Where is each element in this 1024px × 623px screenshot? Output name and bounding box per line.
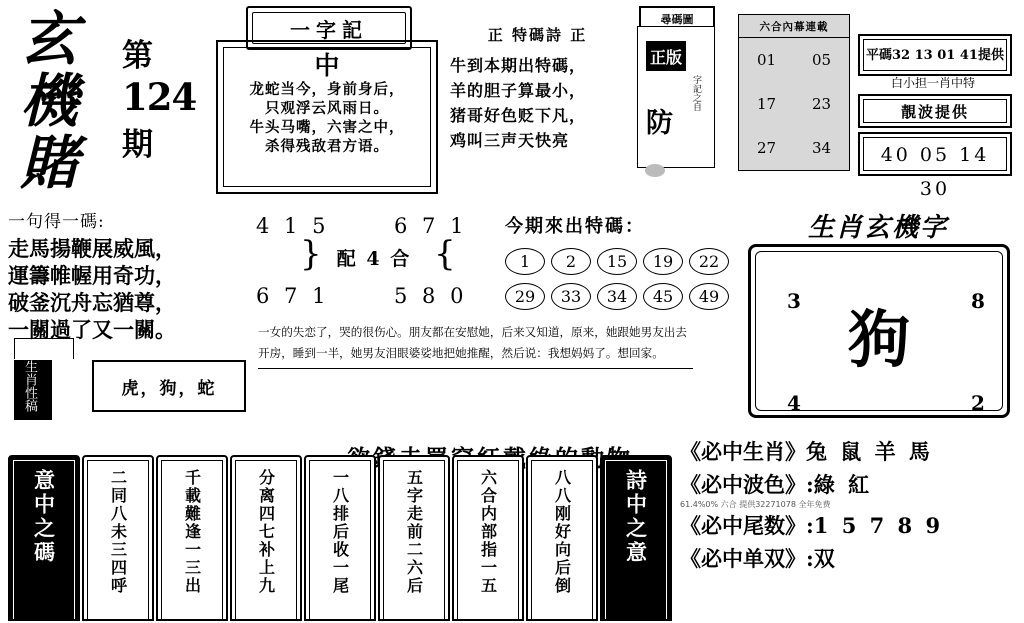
strip-2 xyxy=(156,455,228,621)
strip-0 xyxy=(8,455,80,621)
special-numbers-row-1 xyxy=(505,248,755,275)
number-ball: 49 xyxy=(689,283,729,310)
zodiac-panel xyxy=(748,208,1008,420)
verse-line-3: 破釜沉舟忘猶尊， xyxy=(8,290,176,315)
prediction-line-3 xyxy=(680,509,1020,542)
story-paragraph-2: 开房，睡到一半，她男友泪眼婆娑地把她推醒，然后说：我想妈妈了。想回家。 xyxy=(258,346,664,360)
scroll-badge: 正版 xyxy=(646,41,686,71)
lotto-cell: 17 xyxy=(756,95,777,113)
brace-left-icon: } xyxy=(300,234,322,274)
table-row xyxy=(739,126,849,170)
zodiac-corner-br: 2 xyxy=(971,391,985,415)
prediction-value-4: 双 xyxy=(813,546,838,571)
zodiac-box xyxy=(748,244,1010,418)
strip-5 xyxy=(378,455,450,621)
strip-text: 一八排后收一尾 xyxy=(330,469,350,595)
lotto-cell: 23 xyxy=(811,95,832,113)
promo-box-1-text: 平碼32 13 01 41提供 xyxy=(866,48,1004,63)
lotto-cell: 01 xyxy=(756,51,777,69)
oneword-line-1: 龙蛇当今，身前身后， xyxy=(249,81,405,98)
match-bottom-left: 6 7 1 xyxy=(256,284,330,308)
special-numbers-title: 今期來出特碼： xyxy=(505,216,645,237)
number-ball: 45 xyxy=(643,283,683,310)
promo-box-2-text: 靚波提供 xyxy=(900,103,969,121)
lotto-table xyxy=(738,14,850,171)
prediction-label-1: 《必中生肖》 xyxy=(680,439,806,464)
watermark-text: 61.4%0% 六合 提供32271078 全年免费 xyxy=(680,500,831,509)
special-numbers-row-2 xyxy=(505,283,755,310)
poem-line-1: 牛到本期出特碼， xyxy=(450,56,587,75)
zodiac-title: 生肖玄機字 xyxy=(807,212,948,243)
story-paragraph-1: 一女的失恋了，哭的很伤心。朋友都在安慰她，后来又知道，原来，她跟她男友出去 xyxy=(258,325,687,339)
oneword-line-2: 只观浮云风雨日。 xyxy=(265,100,389,117)
strip-4 xyxy=(304,455,376,621)
scroll-seal-icon xyxy=(645,164,665,177)
poem-line-2: 羊的胆子算最小， xyxy=(450,81,587,100)
match-bottom-right: 5 8 0 xyxy=(394,284,468,308)
animals-text: 虎，狗，蛇 xyxy=(92,360,246,412)
zodiac-corner-bl: 4 xyxy=(787,391,801,415)
masthead-logo xyxy=(20,5,125,198)
prediction-label-2: 《必中波色》: xyxy=(680,472,814,497)
strip-text: 詩中之意 xyxy=(623,469,649,565)
right-predictions xyxy=(680,435,1020,575)
lotto-cell: 27 xyxy=(756,139,777,157)
strip-text: 六合内部指一五 xyxy=(478,469,498,595)
strip-text: 意中之碼 xyxy=(31,469,57,565)
grid-lines xyxy=(14,338,74,359)
promo-subtext: 白小担一肖中特 xyxy=(890,76,975,90)
issue-suffix: 期 xyxy=(122,127,153,163)
prediction-line-1 xyxy=(680,435,1020,468)
animals-box xyxy=(78,352,258,412)
verse-line-2: 運籌帷幄用奇功， xyxy=(8,263,176,288)
oneword-header-label: 一字記 xyxy=(252,12,406,44)
strip-3 xyxy=(230,455,302,621)
zodiac-corner-tr: 8 xyxy=(971,289,985,313)
strip-text: 五字走前二六后 xyxy=(404,469,424,595)
strip-6 xyxy=(452,455,524,621)
strip-text: 千載難逢一三出 xyxy=(182,469,202,595)
prediction-value-3: 1 5 7 8 9 xyxy=(813,513,944,538)
prediction-label-4: 《必中单双》: xyxy=(680,546,814,571)
story-text xyxy=(258,322,693,369)
zodiac-corner-tl: 3 xyxy=(787,289,801,313)
number-ball: 2 xyxy=(551,248,591,275)
lotto-cell: 05 xyxy=(811,51,832,69)
special-code-poem xyxy=(450,24,625,153)
match-top-right: 6 7 1 xyxy=(394,214,468,238)
logo-char-2: 機 xyxy=(20,67,77,135)
number-ball: 19 xyxy=(643,248,683,275)
promo-box-2 xyxy=(858,94,1012,128)
verse-line-4: 一關過了又一關。 xyxy=(8,317,176,342)
promo-box-1 xyxy=(858,34,1012,76)
prediction-line-2 xyxy=(680,468,1020,501)
number-ball: 34 xyxy=(597,283,637,310)
scroll-side-text: 字記之自 xyxy=(691,75,701,111)
match-top-left: 4 1 5 xyxy=(256,214,330,238)
number-ball: 1 xyxy=(505,248,545,275)
brace-right-icon: { xyxy=(434,234,456,274)
issue-number-block xyxy=(122,30,202,170)
prediction-label-3: 《必中尾数》: xyxy=(680,513,814,538)
number-ball: 33 xyxy=(551,283,591,310)
logo-char-3: 賭 xyxy=(20,129,77,197)
oneword-panel xyxy=(216,6,438,196)
promo-box-3-text: 40 05 14 30 xyxy=(880,144,990,200)
prediction-line-4 xyxy=(680,542,1020,575)
story-divider xyxy=(258,368,693,369)
verse-line-1: 走馬揚鞭展威風， xyxy=(8,236,176,261)
bottom-strips xyxy=(8,455,678,620)
oneword-main-char: 中 xyxy=(314,51,340,80)
number-ball: 15 xyxy=(597,248,637,275)
match-middle-label: 配 4 合 xyxy=(336,248,412,270)
strip-7 xyxy=(526,455,598,621)
oneword-body xyxy=(216,40,438,194)
oneword-line-3: 牛头马嘴，六害之中， xyxy=(249,119,405,136)
strip-text: 八八刚好向后倒 xyxy=(552,469,572,595)
right-promo-boxes xyxy=(858,8,1010,200)
poem-title: 正 特碼詩 正 xyxy=(487,26,588,44)
oneword-line-4: 杀得残敌君方语。 xyxy=(265,138,389,155)
small-grid-label: 生肖性稿 xyxy=(22,360,37,412)
verse-intro: 一句得一碼: xyxy=(8,212,105,232)
promo-box-3 xyxy=(858,132,1012,200)
zodiac-main-char: 狗 xyxy=(847,303,910,376)
left-verse xyxy=(8,210,254,343)
special-numbers-panel xyxy=(505,212,755,318)
strip-text: 二同八未三四呼 xyxy=(108,469,128,595)
strip-1 xyxy=(82,455,154,621)
scroll-graphic xyxy=(633,6,728,196)
strip-text: 分离四七补上九 xyxy=(256,469,276,595)
scroll-body xyxy=(637,26,715,168)
lotto-title: 六合內幕連載 xyxy=(739,15,849,38)
poem-line-3: 猪哥好色贬下凡， xyxy=(450,106,587,125)
strip-8 xyxy=(600,455,672,621)
lotto-cell: 34 xyxy=(811,139,832,157)
prediction-value-2: 綠 紅 xyxy=(813,472,873,497)
issue-number: 124 xyxy=(122,75,197,119)
logo-char-1: 玄 xyxy=(20,5,77,73)
prediction-value-1: 兔 鼠 羊 馬 xyxy=(806,439,933,464)
table-row xyxy=(739,38,849,82)
issue-prefix: 第 xyxy=(122,38,153,74)
scroll-top-label: 尋碼圖 xyxy=(639,6,715,32)
match-numbers-panel xyxy=(248,212,498,310)
small-grid-block xyxy=(14,338,72,428)
table-row xyxy=(739,82,849,126)
number-ball: 22 xyxy=(689,248,729,275)
scroll-main-char: 防 xyxy=(646,108,673,139)
number-ball: 29 xyxy=(505,283,545,310)
poem-line-4: 鸡叫三声天快亮 xyxy=(450,131,570,150)
